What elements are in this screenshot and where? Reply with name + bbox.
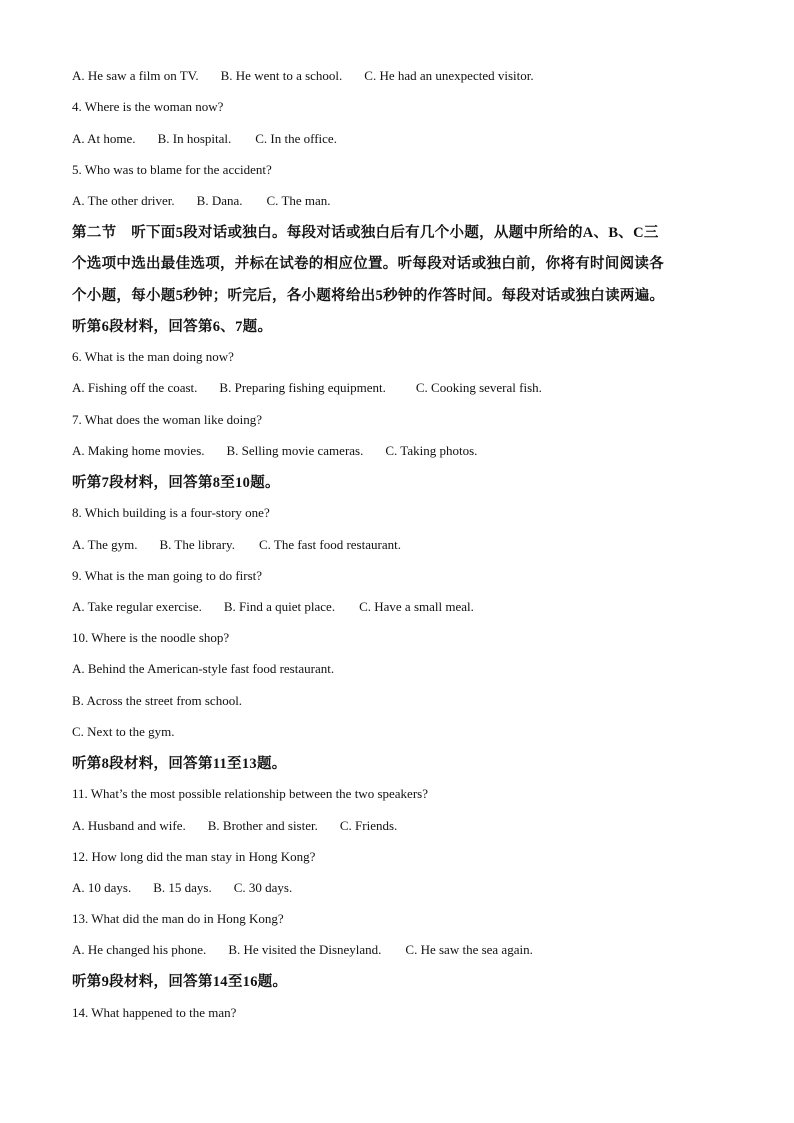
options-q7 <box>72 443 477 459</box>
option-b: B. Dana. <box>196 193 243 208</box>
option-c: C. The fast food restaurant. <box>258 537 401 552</box>
material-6-heading: 听第6段材料，回答第6、7题。 <box>72 319 273 335</box>
option-a: A. Fishing off the coast. <box>72 380 198 395</box>
option-a: A. He saw a film on TV. <box>72 68 199 83</box>
option-a: A. At home. <box>72 131 136 146</box>
option-a: A. Making home movies. <box>72 443 205 458</box>
options-q4 <box>72 131 337 147</box>
options-q3 <box>72 68 534 84</box>
option-b: B. He visited the Disneyland. <box>228 942 382 957</box>
question-5: 5. Who was to blame for the accident? <box>72 162 272 177</box>
option-c: C. In the office. <box>255 131 337 146</box>
option-a: A. The other driver. <box>72 193 175 208</box>
options-q13 <box>72 942 533 958</box>
option-c: C. Friends. <box>339 818 398 833</box>
question-14: 14. What happened to the man? <box>72 1005 237 1020</box>
option-a: A. Husband and wife. <box>72 818 186 833</box>
material-9-heading: 听第9段材料，回答第14至16题。 <box>72 974 288 990</box>
option-b: B. The library. <box>159 537 235 552</box>
section-heading-line-2: 个选项中选出最佳选项，并标在试卷的相应位置。听每段对话或独白前，你将有时间阅读各 <box>72 256 664 272</box>
question-9: 9. What is the man going to do first? <box>72 568 263 583</box>
option-b: B. He went to a school. <box>220 68 343 83</box>
option-a: A. 10 days. <box>72 880 132 895</box>
option-c: C. Have a small meal. <box>359 599 474 614</box>
question-10: 10. Where is the noodle shop? <box>72 630 230 645</box>
question-7: 7. What does the woman like doing? <box>72 412 263 427</box>
section-heading-line-3: 个小题，每小题5秒钟；听完后，各小题将给出5秒钟的作答时间。每段对话或独白读两遍。 <box>72 288 665 304</box>
option-b: B. Across the street from school. <box>72 693 243 708</box>
section-heading-line-1: 第二节 听下面5段对话或独白。每段对话或独白后有几个小题，从题中所给的A、B、C三 <box>72 225 659 241</box>
options-q12 <box>72 880 292 896</box>
question-8: 8. Which building is a four-story one? <box>72 505 270 520</box>
question-13: 13. What did the man do in Hong Kong? <box>72 911 284 926</box>
option-b: B. Find a quiet place. <box>223 599 336 614</box>
question-6: 6. What is the man doing now? <box>72 349 234 364</box>
question-12: 12. How long did the man stay in Hong Kong? <box>72 849 316 864</box>
option-a: A. He changed his phone. <box>72 942 207 957</box>
option-b: B. Preparing fishing equipment. <box>219 380 386 395</box>
options-q11 <box>72 818 397 834</box>
option-b: B. 15 days. <box>153 880 212 895</box>
option-c: C. He had an unexpected visitor. <box>364 68 534 83</box>
option-b: B. In hospital. <box>157 131 232 146</box>
options-q8 <box>72 537 401 553</box>
option-c: C. Next to the gym. <box>72 724 175 739</box>
question-4: 4. Where is the woman now? <box>72 99 224 114</box>
option-c: C. Cooking several fish. <box>415 380 542 395</box>
option-b: B. Selling movie cameras. <box>226 443 364 458</box>
option-b: B. Brother and sister. <box>207 818 318 833</box>
question-11: 11. What’s the most possible relationship between the two speakers? <box>72 786 428 801</box>
option-a: A. The gym. <box>72 537 138 552</box>
options-q5 <box>72 193 331 209</box>
option-a: A. Behind the American-style fast food restaurant. <box>72 661 335 676</box>
option-c: C. The man. <box>266 193 331 208</box>
option-c: C. 30 days. <box>233 880 293 895</box>
options-q9 <box>72 599 474 615</box>
option-c: C. Taking photos. <box>385 443 478 458</box>
option-c: C. He saw the sea again. <box>405 942 533 957</box>
material-8-heading: 听第8段材料，回答第11至13题。 <box>72 756 287 772</box>
option-a: A. Take regular exercise. <box>72 599 202 614</box>
material-7-heading: 听第7段材料，回答第8至10题。 <box>72 475 280 491</box>
options-q6 <box>72 380 542 396</box>
